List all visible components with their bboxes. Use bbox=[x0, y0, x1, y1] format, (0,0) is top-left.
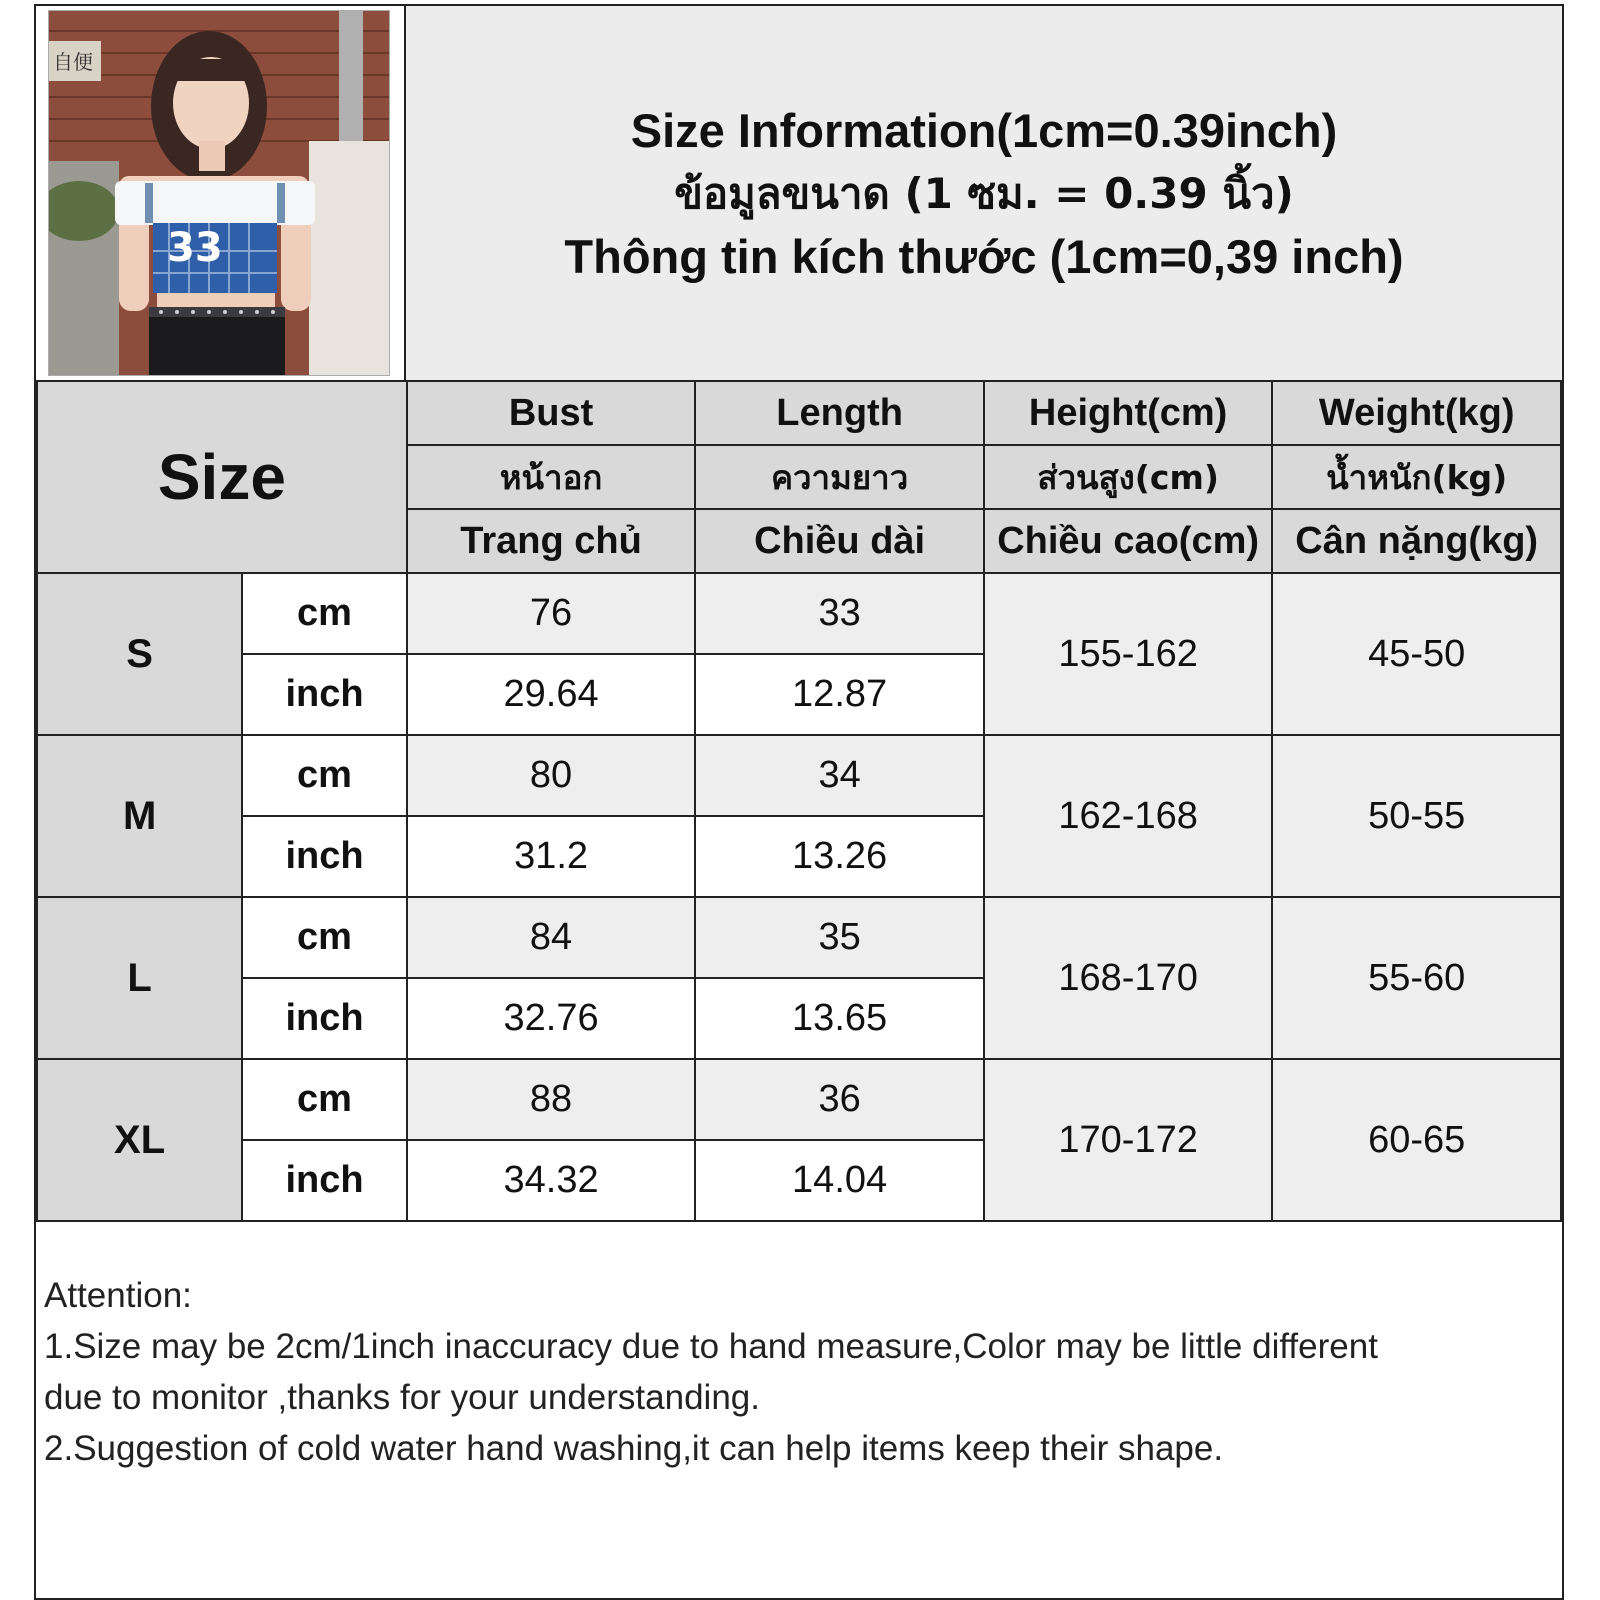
length-cm-m: 34 bbox=[695, 735, 984, 816]
length-inch-s: 12.87 bbox=[695, 654, 984, 735]
size-chart-sheet bbox=[34, 4, 1564, 1600]
table-row bbox=[37, 897, 1561, 978]
col-header-weight-en: Weight(kg) bbox=[1272, 381, 1561, 445]
col-header-length-en: Length bbox=[695, 381, 984, 445]
bust-inch-l: 32.76 bbox=[407, 978, 696, 1059]
col-header-length-vi: Chiều dài bbox=[695, 509, 984, 573]
col-header-height-th: ส่วนสูง(cm) bbox=[984, 445, 1273, 509]
bust-cm-l: 84 bbox=[407, 897, 696, 978]
col-header-weight-vi: Cân nặng(kg) bbox=[1272, 509, 1561, 573]
jersey-number: 33 bbox=[167, 225, 223, 271]
note-line-2: 2.Suggestion of cold water hand washing,it can help items keep their shape. bbox=[44, 1429, 1224, 1468]
title-thai: ข้อมูลขนาด (1 ซม. = 0.39 นิ้ว) bbox=[674, 168, 1294, 218]
col-header-bust-vi: Trang chủ bbox=[407, 509, 696, 573]
size-table bbox=[36, 380, 1562, 1222]
bust-inch-m: 31.2 bbox=[407, 816, 696, 897]
size-header: Size bbox=[37, 381, 407, 573]
weight-range-l: 55-60 bbox=[1272, 897, 1561, 1059]
table-row bbox=[37, 735, 1561, 816]
height-range-m: 162-168 bbox=[984, 735, 1273, 897]
bust-cm-m: 80 bbox=[407, 735, 696, 816]
length-inch-xl: 14.04 bbox=[695, 1140, 984, 1221]
col-header-height-en: Height(cm) bbox=[984, 381, 1273, 445]
col-header-height-vi: Chiều cao(cm) bbox=[984, 509, 1273, 573]
table-row bbox=[37, 573, 1561, 654]
length-inch-l: 13.65 bbox=[695, 978, 984, 1059]
unit-cm: cm bbox=[242, 573, 407, 654]
note-line-1: 1.Size may be 2cm/1inch inaccuracy due to hand measure,Color may be little different bbox=[44, 1327, 1378, 1366]
unit-cm: cm bbox=[242, 897, 407, 978]
weight-range-xl: 60-65 bbox=[1272, 1059, 1561, 1221]
height-range-s: 155-162 bbox=[984, 573, 1273, 735]
bust-inch-xl: 34.32 bbox=[407, 1140, 696, 1221]
height-range-xl: 170-172 bbox=[984, 1059, 1273, 1221]
sign-text: 自便 bbox=[53, 50, 93, 74]
bust-inch-s: 29.64 bbox=[407, 654, 696, 735]
col-header-weight-th: น้ำหนัก(kg) bbox=[1272, 445, 1561, 509]
weight-range-s: 45-50 bbox=[1272, 573, 1561, 735]
bust-cm-xl: 88 bbox=[407, 1059, 696, 1140]
length-cm-s: 33 bbox=[695, 573, 984, 654]
bust-cm-s: 76 bbox=[407, 573, 696, 654]
unit-cm: cm bbox=[242, 1059, 407, 1140]
height-range-l: 168-170 bbox=[984, 897, 1273, 1059]
size-label-m: M bbox=[37, 735, 242, 897]
unit-inch: inch bbox=[242, 1140, 407, 1221]
col-header-bust-th: หน้าอก bbox=[407, 445, 696, 509]
title-block bbox=[406, 6, 1562, 380]
length-cm-xl: 36 bbox=[695, 1059, 984, 1140]
unit-cm: cm bbox=[242, 735, 407, 816]
length-cm-l: 35 bbox=[695, 897, 984, 978]
attention-notes bbox=[36, 1262, 1562, 1598]
product-photo bbox=[48, 10, 390, 376]
unit-inch: inch bbox=[242, 654, 407, 735]
col-header-length-th: ความยาว bbox=[695, 445, 984, 509]
notes-heading: Attention: bbox=[44, 1276, 192, 1315]
size-label-l: L bbox=[37, 897, 242, 1059]
note-line-1-continued: due to monitor ,thanks for your understanding. bbox=[44, 1378, 760, 1417]
col-header-bust-en: Bust bbox=[407, 381, 696, 445]
length-inch-m: 13.26 bbox=[695, 816, 984, 897]
size-label-s: S bbox=[37, 573, 242, 735]
size-label-xl: XL bbox=[37, 1059, 242, 1221]
table-row bbox=[37, 1059, 1561, 1140]
weight-range-m: 50-55 bbox=[1272, 735, 1561, 897]
title-english: Size Information(1cm=0.39inch) bbox=[630, 103, 1338, 157]
title-vietnamese: Thông tin kích thước (1cm=0,39 inch) bbox=[564, 229, 1404, 283]
unit-inch: inch bbox=[242, 978, 407, 1059]
unit-inch: inch bbox=[242, 816, 407, 897]
model-photo-illustration bbox=[49, 11, 389, 375]
